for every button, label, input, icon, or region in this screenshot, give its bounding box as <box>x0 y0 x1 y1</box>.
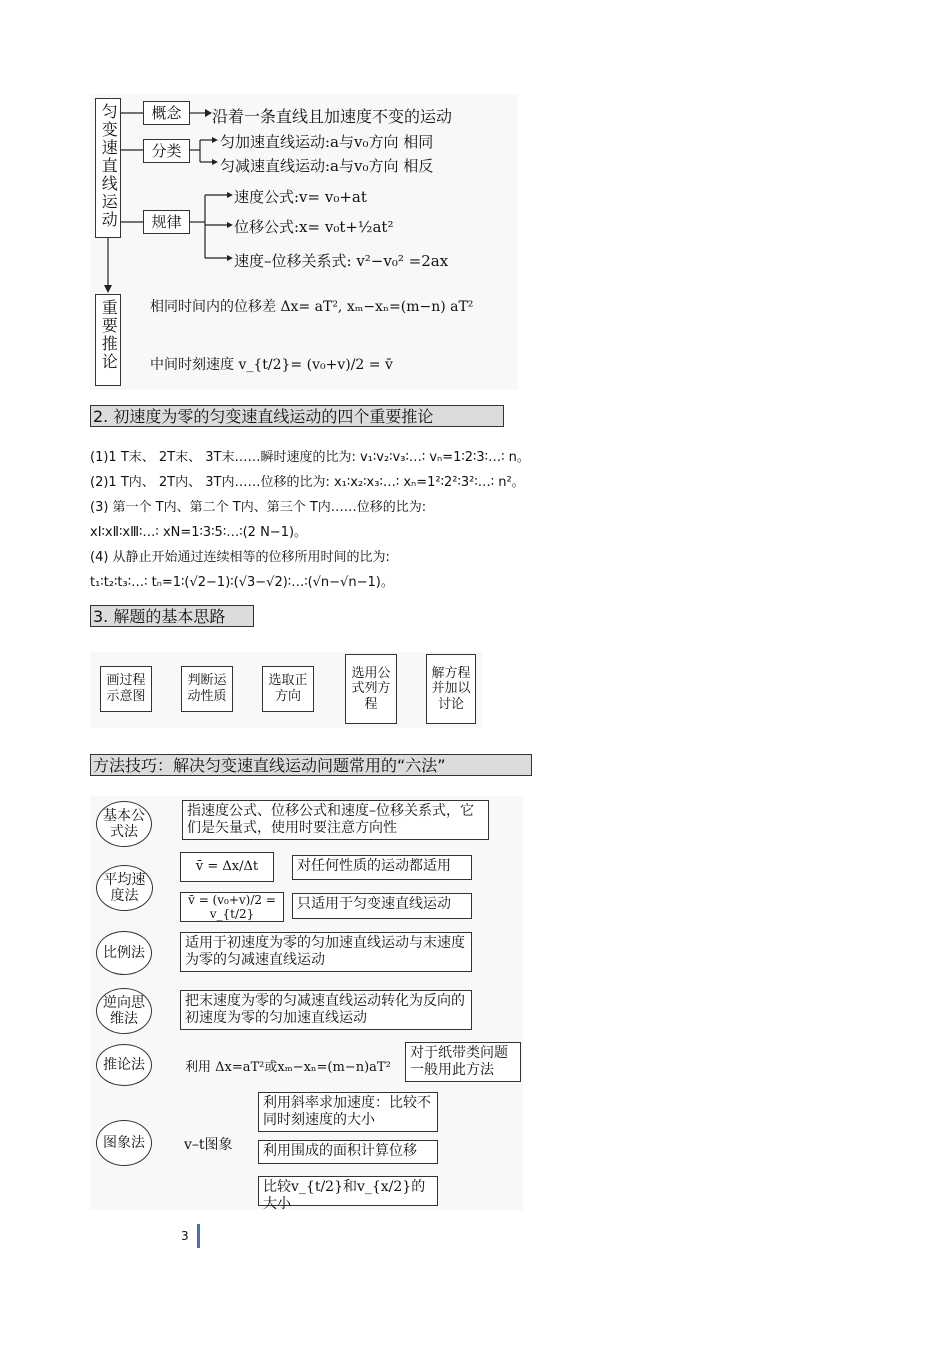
section-2-line-5: (4) 从静止开始通过连续相等的位移所用时间的比为: <box>90 550 390 565</box>
method-6-label: v–t图象 <box>184 1137 233 1153</box>
flow-step-4: 选用公式列方程 <box>345 654 397 724</box>
method-2-name: 平均速度法 <box>96 865 153 911</box>
classify-item-2: 匀减速直线运动:a与v₀方向 相反 <box>220 157 434 175</box>
flow-step-5: 解方程并加以讨论 <box>426 654 476 724</box>
classify-item-1: 匀加速直线运动:a与v₀方向 相同 <box>220 133 434 151</box>
section-2-line-6: t₁∶t₂∶t₃∶…∶ tₙ=1∶(√2−1)∶(√3−√2)∶…∶(√n−√n−1)。 <box>90 575 394 590</box>
concept-text: 沿着一条直线且加速度不变的运动 <box>212 107 453 126</box>
method-3-desc: 适用于初速度为零的匀加速直线运动与末速度为零的匀减速直线运动 <box>180 932 472 972</box>
method-2-desc-1: 对任何性质的运动都适用 <box>292 855 472 880</box>
classify-label: 分类 <box>143 139 190 163</box>
method-2-desc-2: 只适用于匀变速直线运动 <box>292 893 472 919</box>
method-6-desc-3: 比较v_{t/2}和v_{x/2}的大小 <box>258 1176 438 1206</box>
law-item-1: 速度公式:v= v₀+at <box>234 188 367 206</box>
section-2-title: 2. 初速度为零的匀变速直线运动的四个重要推论 <box>90 405 504 427</box>
method-5-desc: 对于纸带类问题一般用此方法 <box>405 1042 521 1082</box>
method-2-formula-1: v̄ = Δx/Δt <box>180 852 274 882</box>
section-3-title: 3. 解题的基本思路 <box>90 605 254 627</box>
section-2-line-4: xⅠ∶xⅡ∶xⅢ∶…∶ xN=1∶3∶5∶…∶(2 N−1)。 <box>90 525 308 540</box>
section-2-line-2: (2)1 T内、 2T内、 3T内……位移的比为: x₁∶x₂∶x₃∶…∶ xₙ=1²∶2²∶3²∶…∶ n²。 <box>90 475 525 490</box>
law-label: 规律 <box>143 210 190 234</box>
topic-title: 匀变速直线运动 <box>99 103 119 229</box>
section-2-line-1: (1)1 T末、 2T末、 3T末……瞬时速度的比为: v₁∶v₂∶v₃∶…∶ vₙ=1∶2∶3∶…∶ n。 <box>90 450 530 465</box>
topic-title-box <box>95 98 121 238</box>
method-3-name: 比例法 <box>96 931 152 975</box>
methods-title: 方法技巧：解决匀变速直线运动问题常用的“六法” <box>90 754 532 776</box>
method-6-desc-2: 利用围成的面积计算位移 <box>258 1140 438 1164</box>
method-4-name: 逆向思维法 <box>96 988 152 1034</box>
method-1-desc: 指速度公式、位移公式和速度–位移关系式，它们是矢量式，使用时要注意方向性 <box>182 800 489 840</box>
inference-item-2: 中间时刻速度 v_{t/2}= (v₀+v)/2 = v̄ <box>150 357 393 373</box>
method-1-name: 基本公式法 <box>96 801 152 847</box>
inference-label-box <box>95 294 121 386</box>
inference-item-1: 相同时间内的位移差 Δx= aT², xₘ−xₙ=(m−n) aT² <box>150 299 474 315</box>
concept-label: 概念 <box>143 101 190 125</box>
method-6-desc-1: 利用斜率求加速度：比较不同时刻速度的大小 <box>258 1092 438 1132</box>
flow-step-2: 判断运动性质 <box>181 666 233 712</box>
section-2-line-3: (3) 第一个 T内、第二个 T内、第三个 T内……位移的比为: <box>90 500 427 515</box>
flow-step-3: 选取正方向 <box>262 666 314 712</box>
inference-label: 重要推论 <box>99 299 119 371</box>
method-2-formula-2: v̄ = (v₀+v)/2 = v_{t/2} <box>180 892 284 922</box>
law-item-3: 速度–位移关系式: v²−v₀² =2ax <box>234 252 449 270</box>
page-number-rule <box>197 1224 200 1248</box>
method-4-desc: 把末速度为零的匀减速直线运动转化为反向的初速度为零的匀加速直线运动 <box>180 990 472 1030</box>
law-item-2: 位移公式:x= v₀t+½at² <box>234 218 394 236</box>
page-number: 3 <box>181 1229 189 1243</box>
method-6-name: 图象法 <box>96 1120 152 1166</box>
method-5-formula: 利用 Δx=aT²或xₘ−xₙ=(m−n)aT² <box>185 1060 391 1075</box>
method-5-name: 推论法 <box>96 1044 152 1086</box>
flow-step-1: 画过程示意图 <box>100 666 152 712</box>
